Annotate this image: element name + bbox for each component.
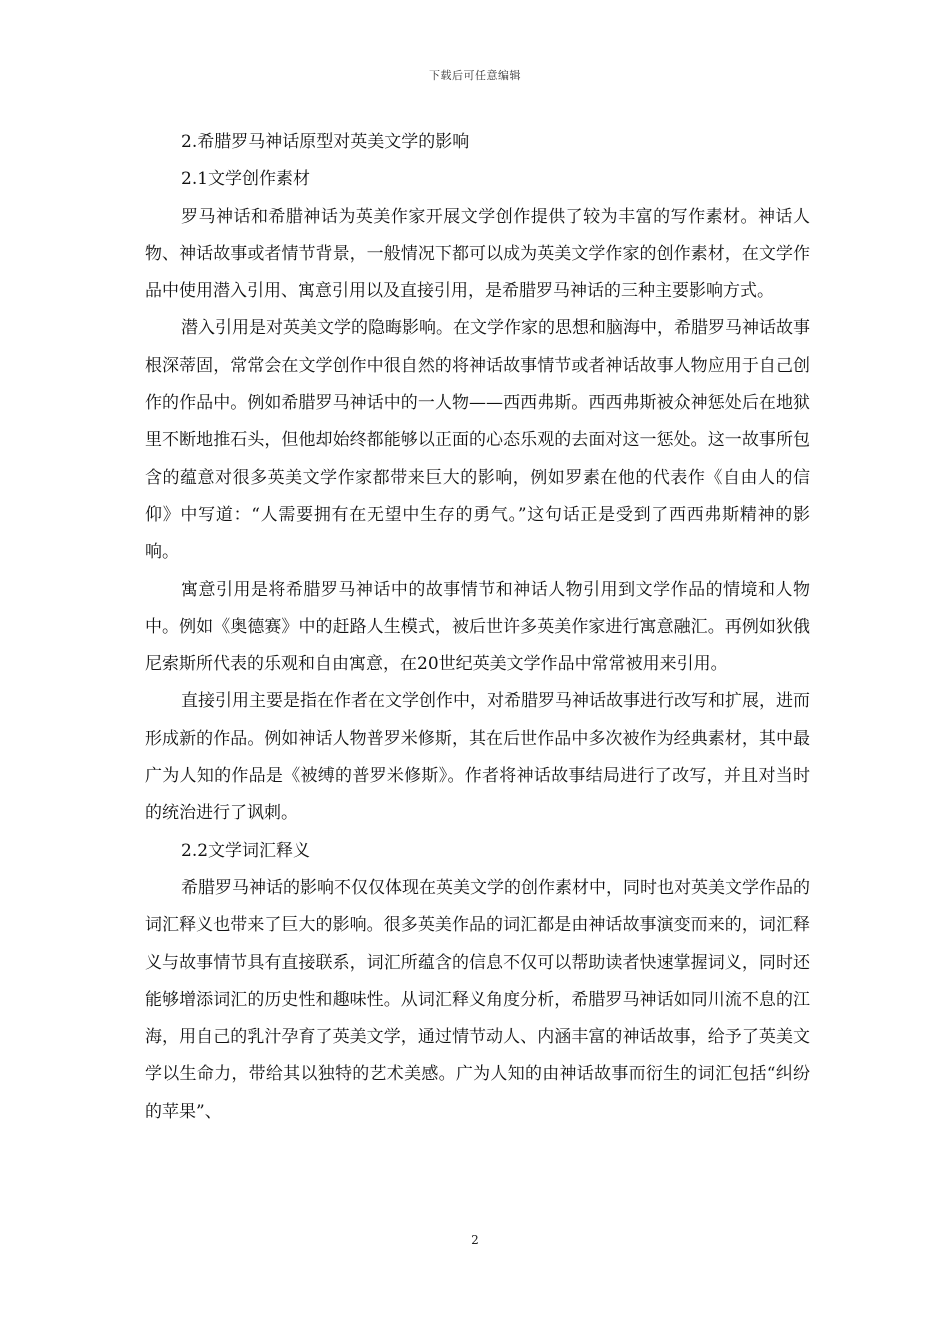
- page-number: 2: [471, 1233, 479, 1247]
- paragraph-5: 希腊罗马神话的影响不仅仅体现在英美文学的创作素材中，同时也对英美文学作品的词汇释义也带来了巨大的影响。很多英美作品的词汇都是由神话故事演变而来的，词汇释义与故事情节具有直接联系，词汇所蕴含的信息不仅可以帮助读者快速掌握词义，同时还能够增添词汇的历史性和趣味性。从词汇释义角度分析，希腊罗马神话如同川流不息的江海，用自己的乳汁孕育了英美文学，通过情节动人、内涵丰富的神话故事，给予了英美文学以生命力，带给其以独特的艺术美感。广为人知的由神话故事而衍生的词汇包括“纠纷的苹果”、: [145, 877, 810, 1122]
- paragraph-2: 潜入引用是对英美文学的隐晦影响。在文学作家的思想和脑海中，希腊罗马神话故事根深蒂固，常常会在文学创作中很自然的将神话故事情节或者神话故事人物应用于自己创作的作品中。例如希腊罗马神话中的一人物——西西弗斯。西西弗斯被众神惩处后在地狱里不断地推石头，但他却始终都能够以正面的心态乐观的去面对这一惩处。这一故事所包含的蕴意对很多英美文学作家都带来巨大的影响，例如罗素在他的代表作《自由人的信仰》中写道：“人需要拥有在无望中生存的勇气。”这句话正是受到了西西弗斯精神的影响。: [145, 318, 810, 563]
- subsection-heading-2-2: 2.2文学词汇释义: [181, 840, 311, 861]
- paragraph-4: 直接引用主要是指在作者在文学创作中，对希腊罗马神话故事进行改写和扩展，进而形成新的作品。例如神话人物普罗米修斯，其在后世作品中多次被作为经典素材，其中最广为人知的作品是《被缚的普罗米修斯》。作者将神话故事结局进行了改写，并且对当时的统治进行了讽刺。: [145, 691, 810, 824]
- section-heading-2: 2.希腊罗马神话原型对英美文学的影响: [181, 132, 470, 152]
- subsection-heading-2-1: 2.1文学创作素材: [181, 169, 311, 190]
- document-body: [145, 124, 810, 1131]
- paragraph-3: 寓意引用是将希腊罗马神话中的故事情节和神话人物引用到文学作品的情境和人物中。例如《奥德赛》中的赶路人生模式，被后世许多英美作家进行寓意融汇。再例如狄俄尼索斯所代表的乐观和自由寓意，在20世纪英美文学作品中常常被用来引用。: [145, 579, 810, 675]
- page-header: 下载后可任意编辑: [429, 69, 521, 82]
- paragraph-1: 罗马神话和希腊神话为英美作家开展文学创作提供了较为丰富的写作素材。神话人物、神话故事或者情节背景，一般情况下都可以成为英美文学作家的创作素材，在文学作品中使用潜入引用、寓意引用以及直接引用，是希腊罗马神话的三种主要影响方式。: [145, 206, 810, 302]
